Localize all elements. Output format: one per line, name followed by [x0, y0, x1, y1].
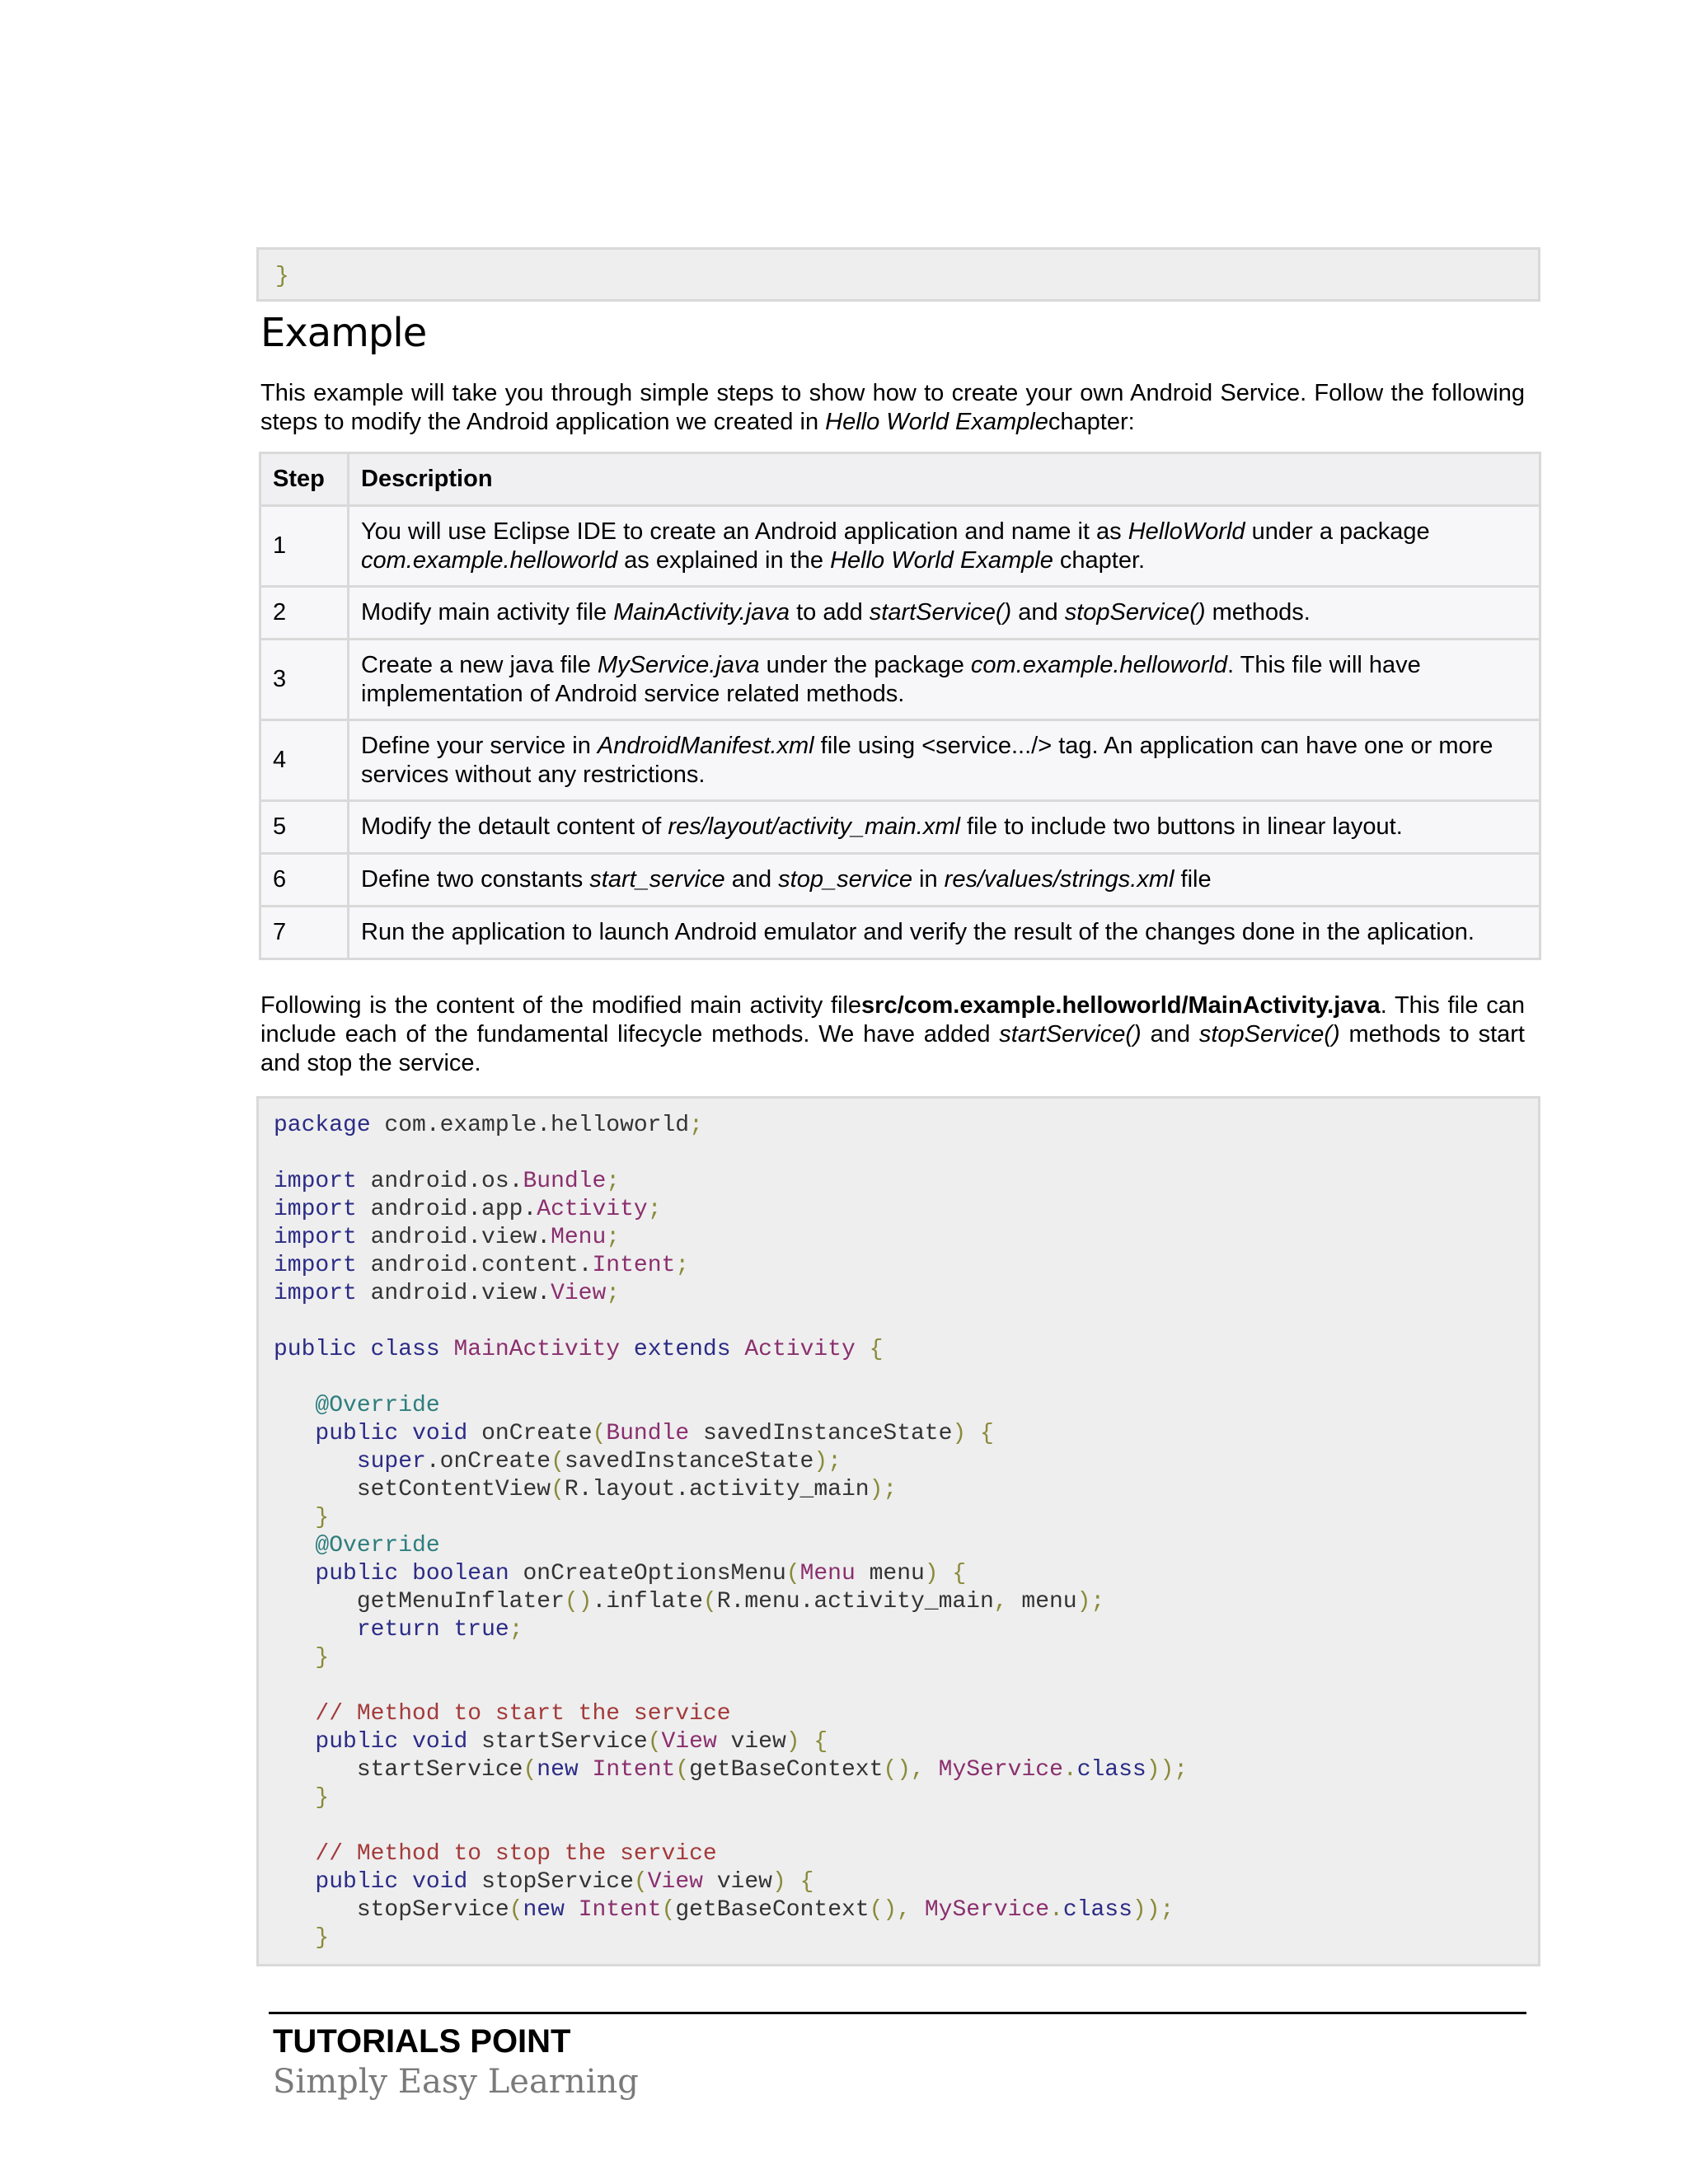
table-row [260, 907, 1540, 959]
intro-text: This example will take you through simple steps to show how to create your own Android Service. Follow the following steps to modify the Android application we created in [260, 380, 1525, 435]
file-path: src/com.example.helloworld/MainActivity.java [861, 992, 1381, 1019]
table-header-row [260, 453, 1540, 506]
step-description: Modify main activity file MainActivity.java to add startService() and stopService() methods. [349, 587, 1540, 640]
step-description: Define your service in AndroidManifest.xml file using <service.../> tag. An application can have one or more services without any restrictions. [349, 720, 1540, 801]
table-row [260, 854, 1540, 907]
code-block-continuation [256, 247, 1540, 302]
step-number: 4 [260, 720, 349, 801]
step-description: Run the application to launch Android emulator and verify the result of the changes done in the aplication. [349, 907, 1540, 959]
intro-text-end: chapter: [1048, 409, 1135, 435]
table-row [260, 506, 1540, 587]
table-row [260, 801, 1540, 854]
table-row [260, 587, 1540, 640]
step-number: 1 [260, 506, 349, 587]
step-description: You will use Eclipse IDE to create an Android application and name it as HelloWorld under a package com.example.helloworld as explained in the Hello World Example chapter. [349, 506, 1540, 587]
step-number: 3 [260, 640, 349, 720]
step-description: Modify the detault content of res/layout/activity_main.xml file to include two buttons in linear layout. [349, 801, 1540, 854]
footer-subtitle: Simply Easy Learning [273, 2063, 639, 2101]
table-row [260, 640, 1540, 720]
step-number: 5 [260, 801, 349, 854]
header-step: Step [260, 453, 349, 506]
footer-divider [269, 2012, 1526, 2014]
footer-title: TUTORIALS POINT [273, 2023, 571, 2060]
intro-paragraph [260, 379, 1525, 437]
code-block-mainactivity [256, 1096, 1540, 1966]
step-number: 7 [260, 907, 349, 959]
step-description: Create a new java file MyService.java under the package com.example.helloworld. This file will have implementation of Android service related methods. [349, 640, 1540, 720]
follow-paragraph: Following is the content of the modified main activity filesrc/com.example.helloworld/MainActivity.java. This file can include each of the fundamental lifecycle methods. We have added startService() and stopService() methods to start and stop the service. [260, 992, 1525, 1076]
table-row [260, 720, 1540, 801]
step-description: Define two constants start_service and stop_service in res/values/strings.xml file [349, 854, 1540, 907]
header-description: Description [349, 453, 1540, 506]
steps-table [259, 452, 1541, 960]
step-number: 2 [260, 587, 349, 640]
section-heading: Example [260, 310, 427, 356]
intro-emphasis: Hello World Example [825, 409, 1048, 435]
code-listing: package com.example.helloworld; import android.os.Bundle; import android.app.Activity; import android.view.Menu; import android.content.Intent; import android.view.View; public class MainActivity extends Activity { @Override public void onCreate(Bundle savedInstanceState) { super.onCreate(savedInstanceState); setContentView(R.layout.activity_main); } @Override public boolean onCreateOptionsMenu(Menu menu) { getMenuInflater().inflate(R.menu.activity_main, menu); return true; } // Method to start the service public void startService(View view) { startService(new Intent(getBaseContext(), MyService.class)); } // Method to stop the service public void stopService(View view) { stopService(new Intent(getBaseContext(), MyService.class)); } [274, 1113, 1189, 1951]
step-number: 6 [260, 854, 349, 907]
code-closing-brace: } [275, 264, 289, 289]
